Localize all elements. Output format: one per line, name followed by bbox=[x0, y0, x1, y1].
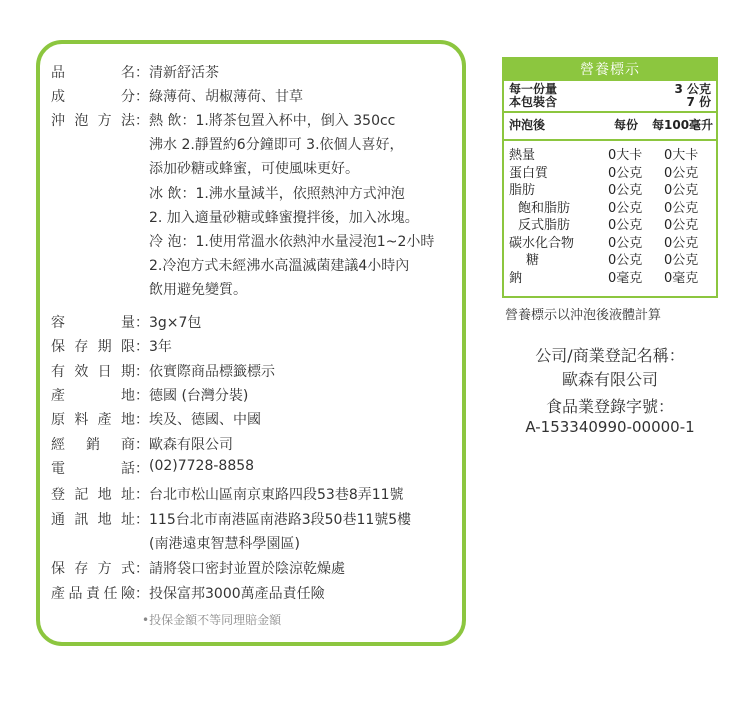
info-colon: ： bbox=[135, 412, 149, 428]
info-value-line: 熱 飲：1.將茶包置入杯中，倒入 350cc bbox=[149, 113, 396, 129]
info-value-line: 依實際商品標籤標示 bbox=[149, 364, 275, 380]
food-reg-label: 食品業登錄字號： bbox=[545, 397, 674, 416]
info-row bbox=[51, 385, 149, 405]
info-row bbox=[51, 361, 149, 381]
serving-size-label: 每一份量 bbox=[509, 82, 558, 96]
info-colon: ： bbox=[135, 339, 149, 355]
info-key: 產品責任險 bbox=[51, 586, 135, 602]
info-value-line: 台北市松山區南京東路四段53巷8弄11號 bbox=[149, 487, 404, 503]
info-key: 容量 bbox=[51, 315, 135, 331]
info-key: 通訊地址 bbox=[51, 512, 135, 528]
info-colon: ： bbox=[135, 461, 149, 477]
info-value-line: 冷 泡：1.使用常溫水依熱沖水量浸泡1~2小時 bbox=[149, 234, 435, 250]
info-row bbox=[51, 110, 149, 130]
column-header-item: 沖泡後 bbox=[509, 118, 546, 132]
insurance-footnote: •投保金額不等同理賠金額 bbox=[142, 613, 282, 627]
info-colon: ： bbox=[135, 487, 149, 503]
info-value-line: 綠薄荷、胡椒薄荷、甘草 bbox=[149, 89, 303, 105]
nutrient-per-100ml: 0公克 bbox=[664, 165, 699, 181]
servings-value: 7 份 bbox=[686, 95, 711, 109]
info-row bbox=[51, 336, 149, 356]
info-value-line: (南港遠東智慧科學園區) bbox=[149, 536, 300, 553]
info-row bbox=[51, 86, 149, 106]
info-key: 原料產地 bbox=[51, 412, 135, 428]
info-key: 登記地址 bbox=[51, 487, 135, 503]
info-value-line: 清新舒活茶 bbox=[149, 65, 219, 81]
info-row bbox=[51, 583, 149, 603]
info-row bbox=[51, 434, 149, 454]
nutrient-per-serving: 0公克 bbox=[608, 253, 643, 268]
nutrient-per-100ml: 0公克 bbox=[664, 253, 699, 268]
nutrient-per-100ml: 0公克 bbox=[664, 218, 699, 233]
info-key: 沖泡方法 bbox=[51, 113, 135, 129]
info-colon: ： bbox=[135, 437, 149, 453]
info-row bbox=[51, 62, 149, 82]
nutrition-divider bbox=[504, 111, 716, 113]
info-key: 有效日期 bbox=[51, 364, 135, 380]
info-value-line: 沸水 2.靜置約6分鐘即可 3.依個人喜好， bbox=[149, 137, 404, 154]
info-value-line: 請將袋口密封並置於陰涼乾燥處 bbox=[149, 561, 345, 577]
nutrition-divider bbox=[504, 139, 716, 141]
company-reg-label: 公司/商業登記名稱： bbox=[535, 346, 685, 365]
column-header-per-serving: 每份 bbox=[614, 118, 639, 132]
nutrient-per-serving: 0公克 bbox=[608, 165, 643, 181]
info-key: 成分 bbox=[51, 89, 135, 105]
food-reg-number: A-153340990-00000-1 bbox=[525, 418, 695, 436]
info-value-line: 飲用避免變質。 bbox=[149, 282, 247, 299]
info-value-line: 歐森有限公司 bbox=[149, 437, 233, 453]
info-row bbox=[51, 312, 149, 332]
nutrient-per-serving: 0毫克 bbox=[608, 270, 643, 286]
info-row bbox=[51, 409, 149, 429]
nutrient-name: 熱量 bbox=[509, 148, 536, 163]
nutrient-per-100ml: 0公克 bbox=[664, 183, 699, 198]
info-key: 電話 bbox=[51, 461, 135, 477]
nutrient-name: 反式脂肪 bbox=[518, 218, 571, 233]
info-value-line: 3年 bbox=[149, 339, 172, 355]
info-colon: ： bbox=[135, 65, 149, 81]
nutrient-name: 飽和脂肪 bbox=[518, 200, 571, 216]
company-reg-name: 歐森有限公司 bbox=[561, 370, 658, 389]
info-value-line: (02)7728-8858 bbox=[149, 458, 255, 474]
nutrient-per-serving: 0公克 bbox=[608, 200, 643, 216]
nutrition-facts-table bbox=[502, 57, 718, 298]
info-colon: ： bbox=[135, 512, 149, 528]
nutrient-per-100ml: 0大卡 bbox=[664, 148, 699, 163]
nutrient-per-100ml: 0公克 bbox=[664, 235, 699, 251]
info-colon: ： bbox=[135, 113, 149, 129]
info-value-line: 115台北市南港區南港路3段50巷11號5樓 bbox=[149, 512, 412, 528]
info-colon: ： bbox=[135, 586, 149, 602]
info-row bbox=[51, 558, 149, 578]
info-value-line: 德國 (台灣分裝) bbox=[149, 388, 249, 404]
serving-size-value: 3 公克 bbox=[674, 82, 711, 96]
info-key: 產地 bbox=[51, 388, 135, 404]
nutrient-per-100ml: 0毫克 bbox=[664, 270, 699, 286]
nutrient-name: 糖 bbox=[526, 253, 540, 268]
nutrient-per-serving: 0大卡 bbox=[608, 148, 643, 163]
info-colon: ： bbox=[135, 315, 149, 331]
info-colon: ： bbox=[135, 364, 149, 380]
info-colon: ： bbox=[135, 89, 149, 105]
nutrient-name: 蛋白質 bbox=[509, 165, 549, 181]
nutrient-name: 碳水化合物 bbox=[509, 235, 575, 251]
nutrient-per-100ml: 0公克 bbox=[664, 200, 699, 216]
nutrient-name: 脂肪 bbox=[509, 183, 536, 198]
nutrient-per-serving: 0公克 bbox=[608, 183, 643, 198]
nutrition-note: 營養標示以沖泡後液體計算 bbox=[505, 308, 662, 323]
info-value-line: 3g×7包 bbox=[149, 315, 202, 331]
info-value-line: 投保富邦3000萬產品責任險 bbox=[149, 586, 325, 602]
servings-label: 本包裝含 bbox=[509, 95, 558, 109]
info-row bbox=[51, 509, 149, 529]
info-colon: ： bbox=[135, 561, 149, 577]
info-key: 品名 bbox=[51, 65, 135, 81]
nutrient-per-serving: 0公克 bbox=[608, 235, 643, 251]
info-colon: ： bbox=[135, 388, 149, 404]
column-header-per-100ml: 每100毫升 bbox=[652, 118, 714, 132]
nutrient-name: 鈉 bbox=[509, 270, 523, 286]
info-value-line: 埃及、德國、中國 bbox=[149, 412, 261, 428]
info-value-line: 冰 飲：1.沸水量減半，依照熱沖方式沖泡 bbox=[149, 185, 405, 202]
nutrient-per-serving: 0公克 bbox=[608, 218, 643, 233]
info-key: 經銷商 bbox=[51, 437, 135, 453]
info-value-line: 2. 加入適量砂糖或蜂蜜攪拌後，加入冰塊。 bbox=[149, 209, 419, 226]
info-value-line: 添加砂糖或蜂蜜，可使風味更好。 bbox=[149, 161, 359, 178]
info-row bbox=[51, 458, 149, 478]
info-key: 保存方式 bbox=[51, 561, 135, 577]
nutrition-title: 營養標示 bbox=[504, 59, 716, 81]
info-value-line: 2.冷泡方式未經沸水高溫滅菌建議4小時內 bbox=[149, 258, 410, 275]
info-key: 保存期限 bbox=[51, 339, 135, 355]
info-row bbox=[51, 484, 149, 504]
